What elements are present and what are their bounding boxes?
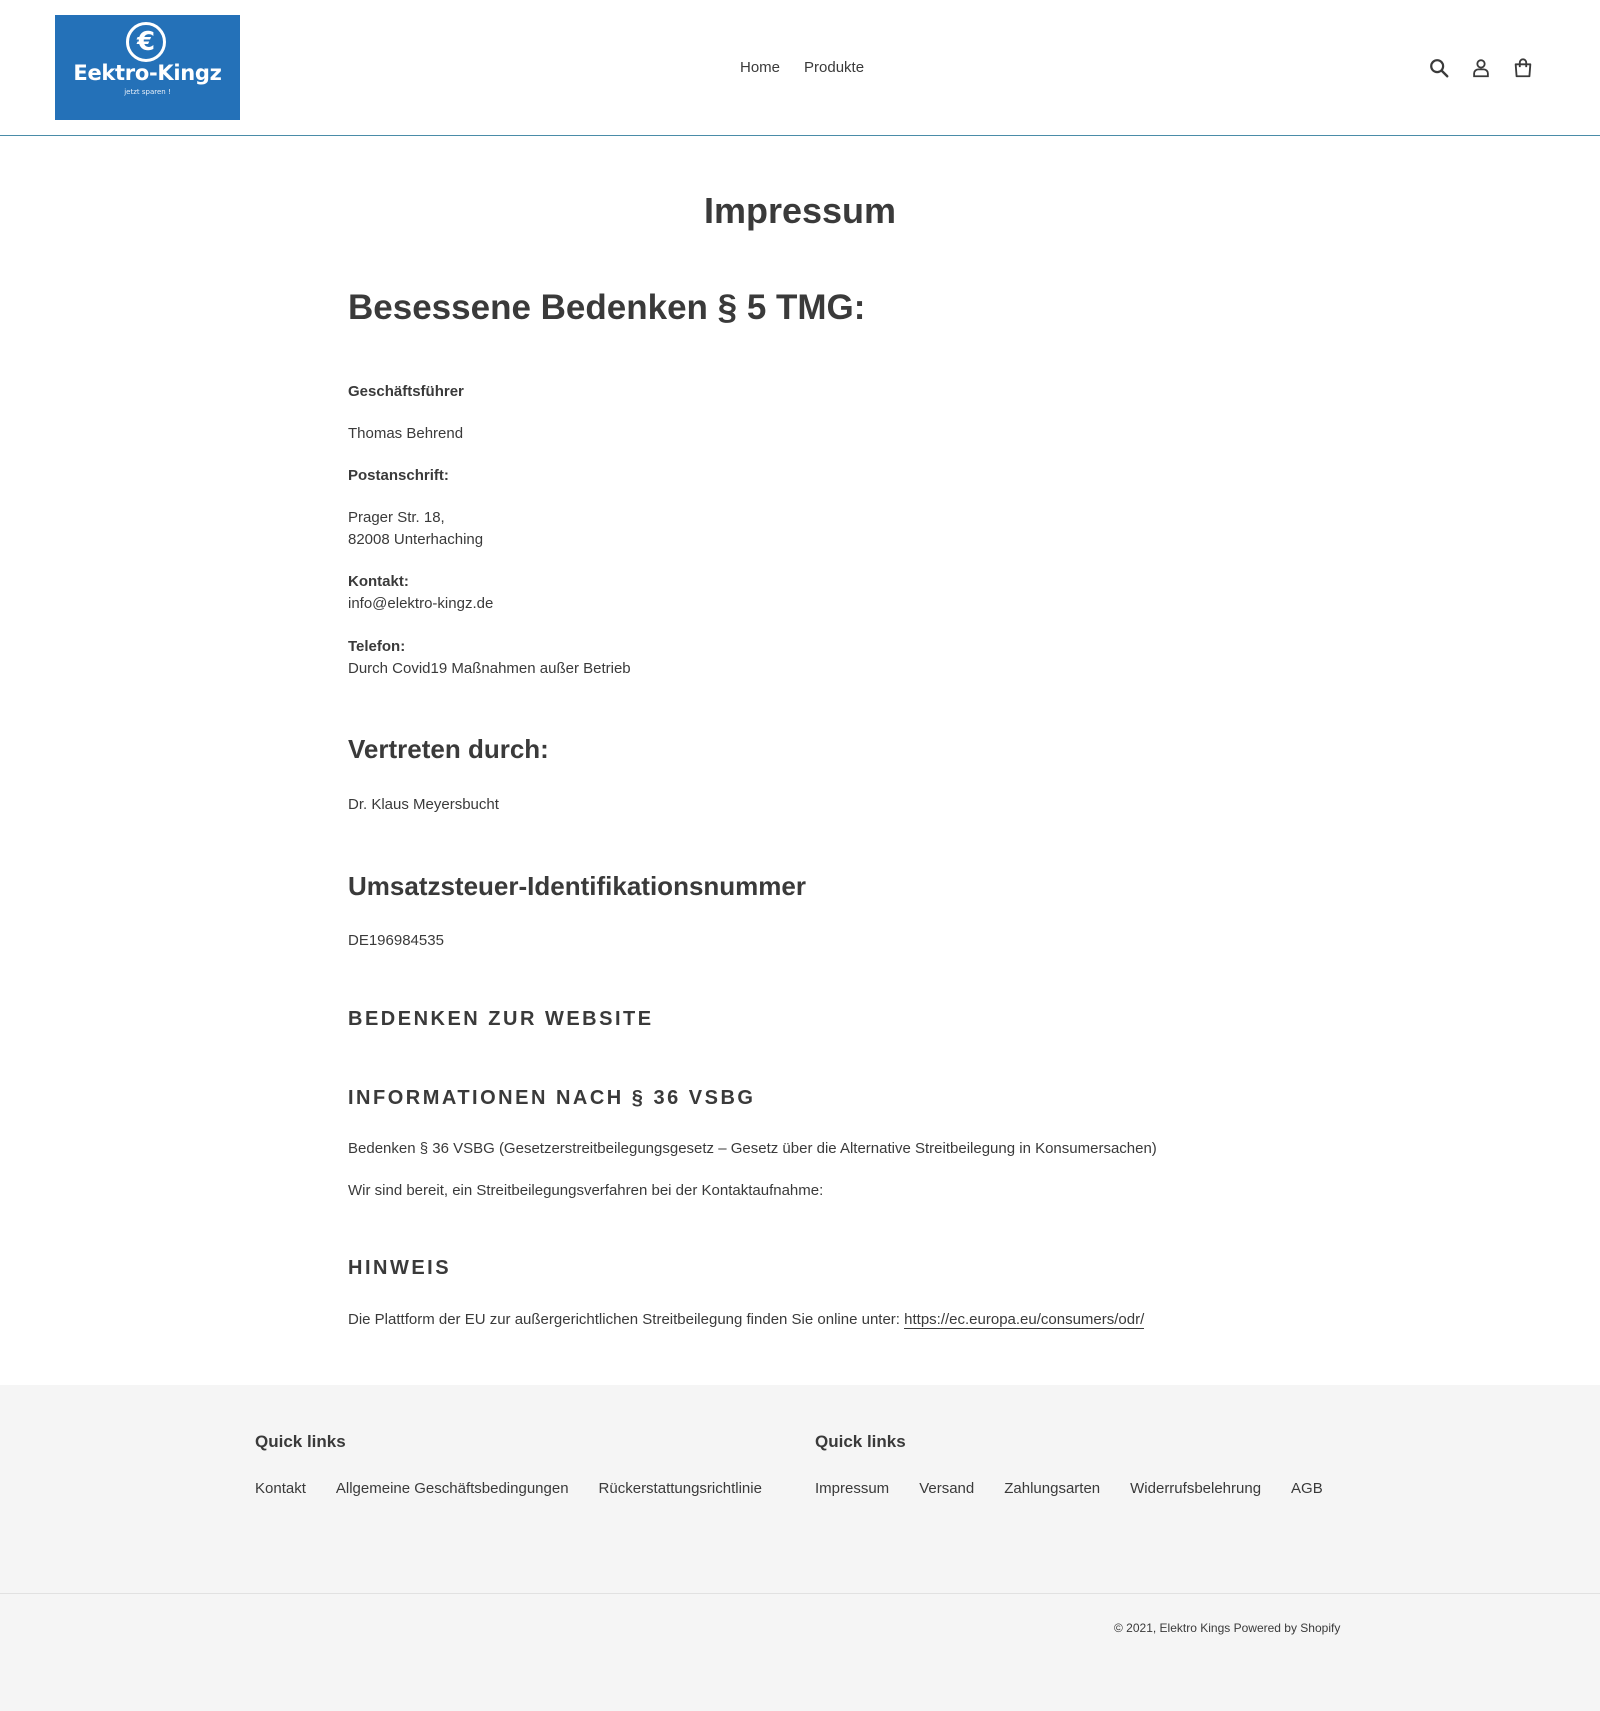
postal-line1: Prager Str. 18, (348, 509, 445, 526)
footer-heading-2: Quick links (815, 1432, 906, 1451)
header-icons (1428, 57, 1534, 79)
postal-line2: 82008 Unterhaching (348, 531, 484, 548)
footer-link-versand[interactable]: Versand (919, 1480, 975, 1497)
heading-notice: HINWEIS (348, 1257, 452, 1279)
footer-link-agb-full[interactable]: Allgemeine Geschäftsbedingungen (335, 1480, 569, 1497)
site-footer (0, 1385, 1600, 1711)
vsbg-text2: Wir sind bereit, ein Streitbeilegungsverfahren bei der Kontaktaufnahme: (348, 1182, 824, 1199)
heading-vsbg: INFORMATIONEN NACH § 36 VSBG (348, 1087, 756, 1109)
odr-link[interactable]: https://ec.europa.eu/consumers/odr/ (904, 1311, 1145, 1328)
heading-represented: Vertreten durch: (348, 734, 549, 764)
footer-link-refund[interactable]: Rückerstattungsrichtlinie (598, 1480, 762, 1497)
store-logo[interactable] (55, 15, 240, 120)
contact-label: Kontakt: (348, 573, 409, 590)
represented-name: Dr. Klaus Meyersbucht (348, 796, 499, 813)
powered-by-link[interactable]: Powered by Shopify (1233, 1621, 1341, 1635)
logo-tagline: jetzt sparen ! (124, 88, 171, 96)
footer-link-agb[interactable]: AGB (1291, 1480, 1323, 1497)
contact-email: info@elektro-kingz.de (348, 595, 494, 612)
phone-label: Telefon: (348, 638, 406, 655)
heading-website: BEDENKEN ZUR WEBSITE (348, 1008, 654, 1030)
notice-paragraph (348, 1309, 1144, 1331)
footer-link-impressum[interactable]: Impressum (815, 1480, 890, 1497)
logo-name: Eektro-Kingz (73, 61, 222, 85)
footer-link-widerruf[interactable]: Widerrufsbelehrung (1130, 1480, 1262, 1497)
footer-link-kontakt[interactable]: Kontakt (255, 1480, 306, 1497)
managing-director-label: Geschäftsführer (348, 383, 464, 400)
postal-label: Postanschrift: (348, 467, 449, 484)
heading-tmg: Besessene Bedenken § 5 TMG: (348, 288, 866, 327)
notice-text: Die Plattform der EU zur außergerichtlichen Streitbeilegung finden Sie online unter: (348, 1311, 905, 1328)
footer-links-2 (815, 1480, 1323, 1497)
heading-vat: Umsatzsteuer-Identifikationsnummer (348, 871, 806, 901)
nav-item-produkte[interactable]: Produkte (804, 59, 865, 76)
search-icon[interactable] (1428, 57, 1450, 79)
vsbg-text1: Bedenken § 36 VSBG (Gesetzerstreitbeilegungsgesetz – Gesetz über die Alternative Streitbeilegung in Konsumersachen) (348, 1140, 1157, 1157)
page-title: Impressum (703, 190, 897, 231)
footer-links-1 (255, 1480, 762, 1497)
site-header (0, 0, 1600, 136)
main-nav (740, 59, 864, 76)
vat-value: DE196984535 (348, 932, 444, 949)
managing-director-name: Thomas Behrend (348, 425, 464, 442)
footer-divider (0, 1593, 1600, 1594)
euro-icon: € (126, 22, 166, 62)
cart-icon[interactable] (1512, 57, 1534, 79)
footer-link-zahlungsarten[interactable]: Zahlungsarten (1004, 1480, 1101, 1497)
nav-item-home[interactable]: Home (740, 59, 781, 76)
footer-copyright (1114, 1621, 1340, 1635)
copyright-link[interactable]: © 2021, Elektro Kings (1114, 1621, 1231, 1635)
footer-heading-1: Quick links (255, 1432, 346, 1451)
account-icon[interactable] (1470, 57, 1492, 79)
phone-value: Durch Covid19 Maßnahmen außer Betrieb (348, 660, 631, 677)
